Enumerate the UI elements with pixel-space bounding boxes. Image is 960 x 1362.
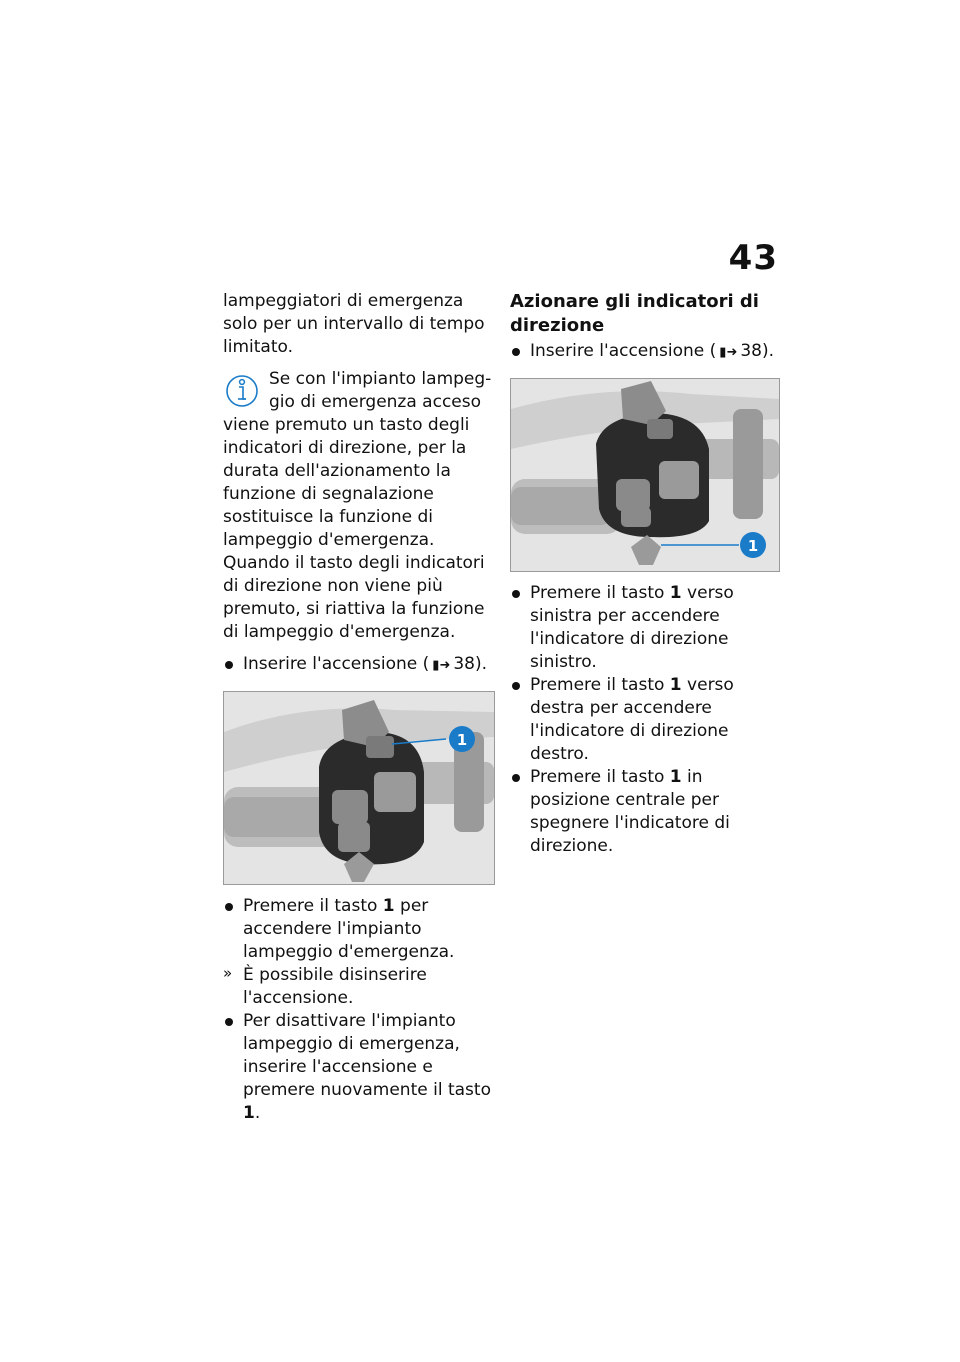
key-ref: 1 — [243, 1103, 255, 1123]
step-ignition-right — [510, 340, 782, 364]
note-body: viene premuto un tasto degli indicatori di direzione, per la durata dell'azionamento la funzione di segnalazione sostituisce la funzione di lampeggio d'emergenza. Quando il tasto degli indicatori di direzione non viene più premuto, si riattiva la funzione di lampeggio d'emergenza. — [223, 415, 485, 642]
result-text: È possibile disinserire l'accensione. — [243, 965, 427, 1008]
step-text: per accendere l'impianto lampeggio d'emergenza. — [243, 896, 455, 962]
section-heading: Azionare gli indicatori di direzione — [510, 291, 759, 336]
step-signal-left — [510, 582, 782, 674]
step-disable-hazard — [223, 1010, 495, 1125]
step-ignition-text: Inserire l'accensione ( — [530, 341, 717, 361]
step-text: verso sinistra per accendere l'indicatore di direzione sinistro. — [530, 583, 734, 672]
key-ref: 1 — [669, 675, 682, 695]
step-text: in posizione centrale per spegnere l'indicatore di direzione. — [530, 767, 730, 856]
result-arrow-icon: » — [223, 964, 233, 982]
step-text: . — [254, 1103, 261, 1123]
bullet-dot — [512, 590, 520, 598]
key-ref: 1 — [669, 583, 682, 603]
step-signal-off — [510, 766, 782, 858]
page-reference[interactable]: 38 — [453, 654, 475, 674]
bullet-dot — [225, 903, 233, 911]
page-number: 43 — [728, 238, 778, 278]
step-result — [223, 964, 495, 1010]
figure-callout-1: 1 — [747, 537, 759, 555]
step-text: Premere il tasto — [243, 896, 383, 916]
turn-signal-switch-figure — [510, 378, 780, 572]
intro-text: lampeggiatori di emergenza solo per un intervallo di tempo limitato. — [223, 291, 485, 357]
figure-callout-1: 1 — [456, 731, 468, 749]
handlebar-switch-illustration — [511, 379, 779, 571]
info-icon — [223, 370, 263, 410]
key-ref: 1 — [382, 896, 395, 916]
bullet-dot — [225, 661, 233, 669]
note-line-2: gio di emergenza acceso — [269, 392, 482, 412]
step-ignition-close: ). — [761, 341, 775, 361]
info-note — [223, 368, 495, 644]
step-ignition — [223, 653, 495, 677]
step-text: Per disattivare l'impianto lampeggio di emergenza, inserire l'accensione e premere nuovamente il tasto — [243, 1011, 491, 1100]
page-reference-arrow-icon: ▮➜ — [432, 658, 451, 673]
page-reference-arrow-icon: ▮➜ — [719, 345, 738, 360]
step-ignition-close: ). — [474, 654, 488, 674]
step-text: Premere il tasto — [530, 767, 670, 787]
step-text: Premere il tasto — [530, 675, 670, 695]
note-line-1: Se con l'impianto lampeg- — [269, 369, 492, 389]
page-reference[interactable]: 38 — [740, 341, 762, 361]
step-signal-right — [510, 674, 782, 766]
bullet-dot — [225, 1018, 233, 1026]
handlebar-switch-illustration — [224, 692, 494, 884]
bullet-dot — [512, 682, 520, 690]
step-ignition-text: Inserire l'accensione ( — [243, 654, 430, 674]
step-text: verso destra per accendere l'indicatore di direzione destro. — [530, 675, 734, 764]
hazard-switch-figure — [223, 691, 495, 885]
step-text: Premere il tasto — [530, 583, 670, 603]
right-column — [510, 290, 782, 858]
step-press-hazard — [223, 895, 495, 964]
bullet-dot — [512, 774, 520, 782]
left-column — [223, 290, 495, 1125]
key-ref: 1 — [669, 767, 682, 787]
bullet-dot — [512, 348, 520, 356]
